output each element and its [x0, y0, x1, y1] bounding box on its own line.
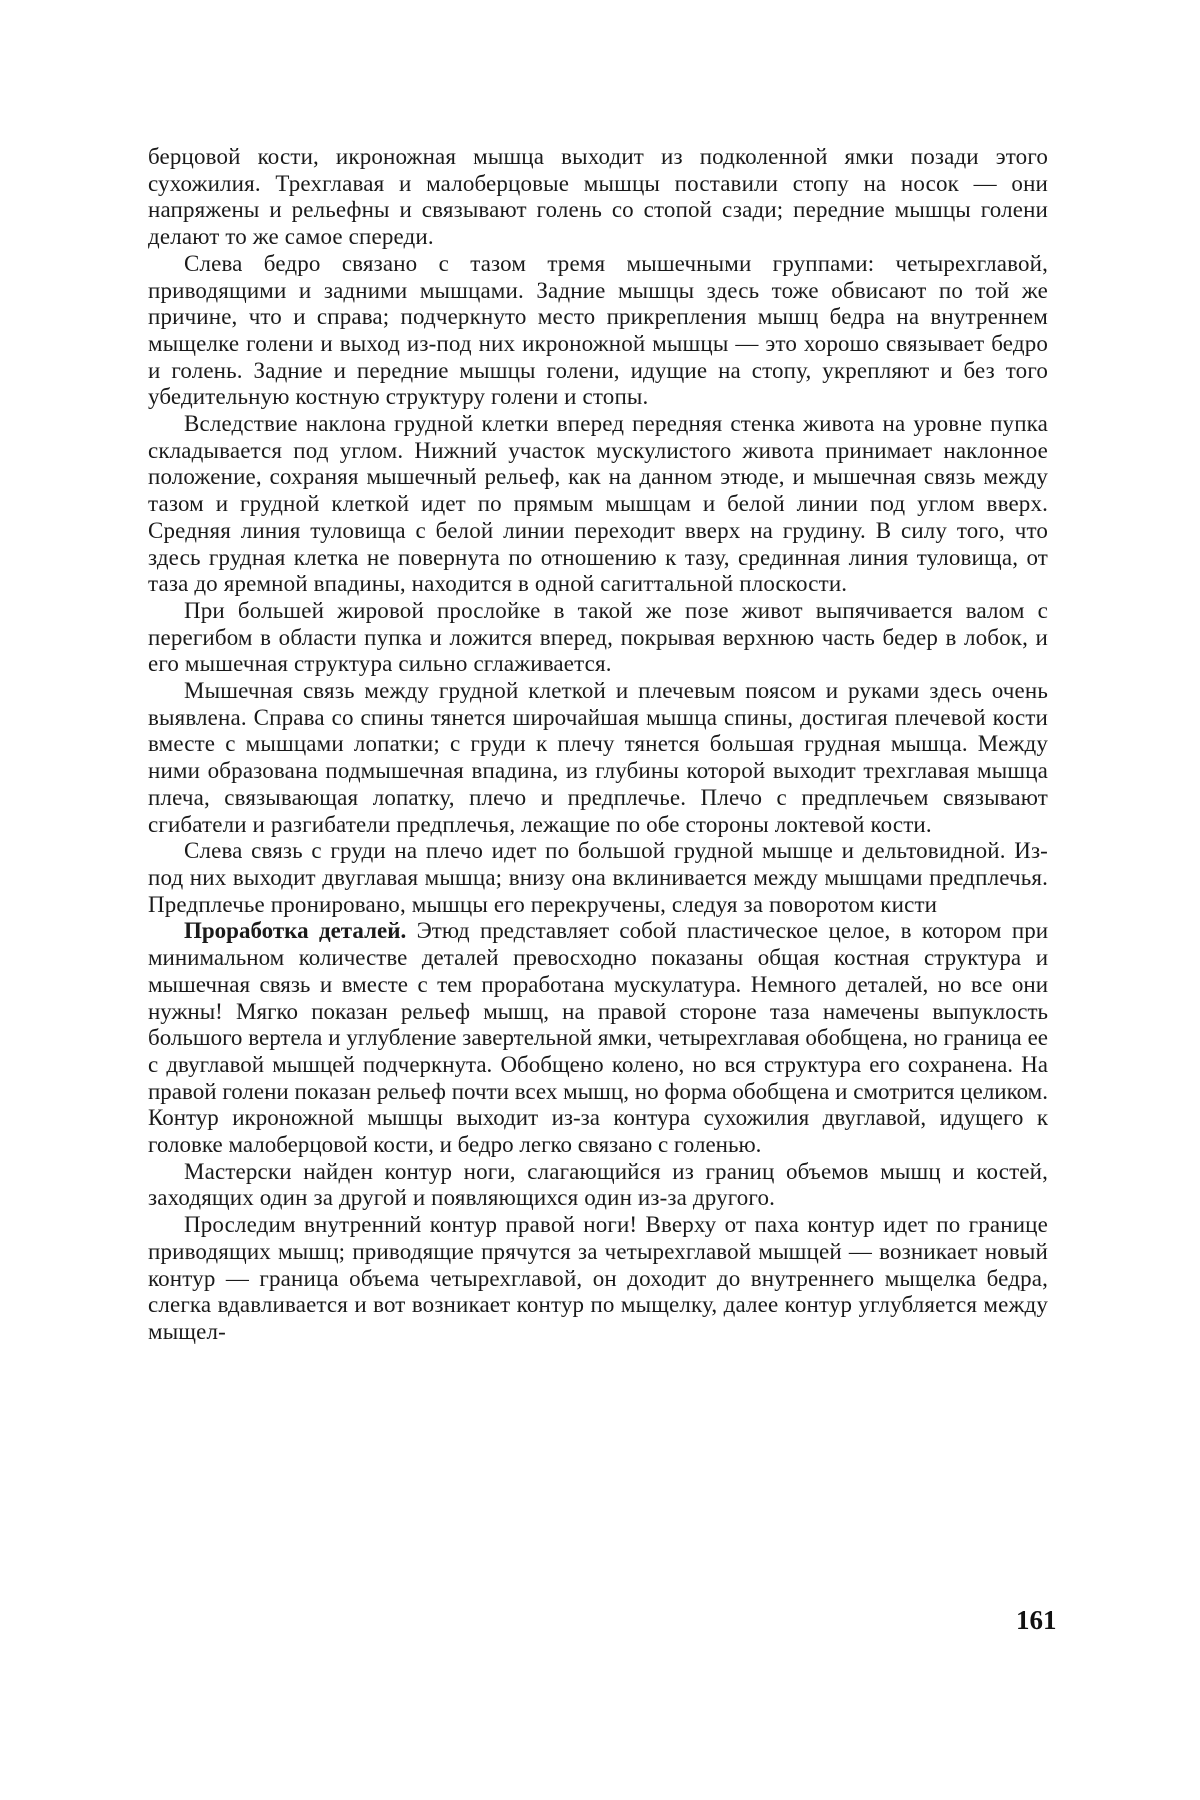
paragraph-4: При большей жировой прослойке в такой же позе живот выпячивается валом с перегибом в области пупка и ложится вперед, покрывая верхнюю часть бедер в лобок, и его мышечная структура сильно сглаживается. — [148, 597, 1048, 677]
paragraph-7 — [148, 918, 1048, 1158]
paragraph-8: Мастерски найден контур ноги, слагающийся из границ объемов мышц и костей, заходящих один за другой и появляющихся один из-за другого. — [148, 1158, 1048, 1211]
page-number: 161 — [1016, 1605, 1057, 1635]
paragraph-1: берцовой кости, икроножная мышца выходит из подколенной ямки позади этого сухожилия. Трехглавая и малоберцовые мышцы поставили стопу на носок — они напряжены и рельефны и связывают голень со стопой сзади; передние мышцы голени делают то же самое спереди. — [148, 144, 1048, 250]
page-body — [148, 144, 1048, 1704]
paragraph-3: Вследствие наклона грудной клетки вперед передняя стенка живота на уровне пупка складывается под углом. Нижний участок мускулистого живота принимает наклонное положение, сохраняя мышечный рельеф, как на данном этюде, и мышечная связь между тазом и грудной клеткой идет по прямым мышцам и белой линии под углом вверх. Средняя линия туловища с белой линии переходит вверх на грудину. В силу того, что здесь грудная клетка не повернута по отношению к тазу, срединная линия туловища, от таза до яремной впадины, находится в одной сагиттальной плоскости. — [148, 411, 1048, 597]
section-heading-inline: Проработка деталей. — [184, 918, 407, 944]
paragraph-7-text: Этюд представляет собой пластическое целое, в котором при минимальном количестве деталей превосходно показаны общая костная структура и мышечная связь и вместе с тем проработана мускулатура. Немного деталей, но все они нужны! Мягко показан рельеф мышц, на правой стороне таза намечены выпуклость большого вертела и углубление завертельной ямки, четырехглавая обобщена, но граница ее с двуглавой мышцей подчеркнута. Обобщено колено, но вся структура его сохранена. На правой голени показан рельеф почти всех мышц, но форма обобщена и смотрится целиком. Контур икроножной мышцы выходит из-за контура сухожилия двуглавой, идущего к головке малоберцовой кости, и бедро легко связано с голенью. — [148, 918, 1049, 1158]
paragraph-6: Слева связь с груди на плечо идет по большой грудной мышце и дельтовидной. Из-под них выходит двуглавая мышца; внизу она вклинивается между мышцами предплечья. Предплечье пронировано, мышцы его перекручены, следуя за поворотом кисти — [148, 838, 1048, 917]
paragraph-5: Мышечная связь между грудной клеткой и плечевым поясом и руками здесь очень выявлена. Справа со спины тянется широчайшая мышца спины, достигая плечевой кости вместе с мышцами лопатки; с груди к плечу тянется большая грудная мышца. Между ними образована подмышечная впадина, из глубины которой выходит трехглавая мышца плеча, связывающая лопатку, плечо и предплечье. Плечо с предплечьем связывают сгибатели и разгибатели предплечья, лежащие по обе стороны локтевой кости. — [148, 678, 1048, 837]
paragraph-9: Проследим внутренний контур правой ноги! Вверху от паха контур идет по границе приводящих мышц; приводящие прячутся за четырехглавой мышцей — возникает новый контур — граница объема четырехглавой, он доходит до внутреннего мыщелка бедра, слегка вдавливается и вот возникает контур по мыщелку, далее контур углубляется между мыщел- — [148, 1212, 1048, 1344]
paragraph-2: Слева бедро связано с тазом тремя мышечными группами: четырехглавой, приводящими и задними мышцами. Задние мышцы здесь тоже обвисают по той же причине, что и справа; подчеркнуто место прикрепления мышц бедра на внутреннем мыщелке голени и выход из-под них икроножной мышцы — это хорошо связывает бедро и голень. Задние и передние мышцы голени, идущие на стопу, укрепляют и без того убедительную костную структуру голени и стопы. — [148, 250, 1048, 410]
